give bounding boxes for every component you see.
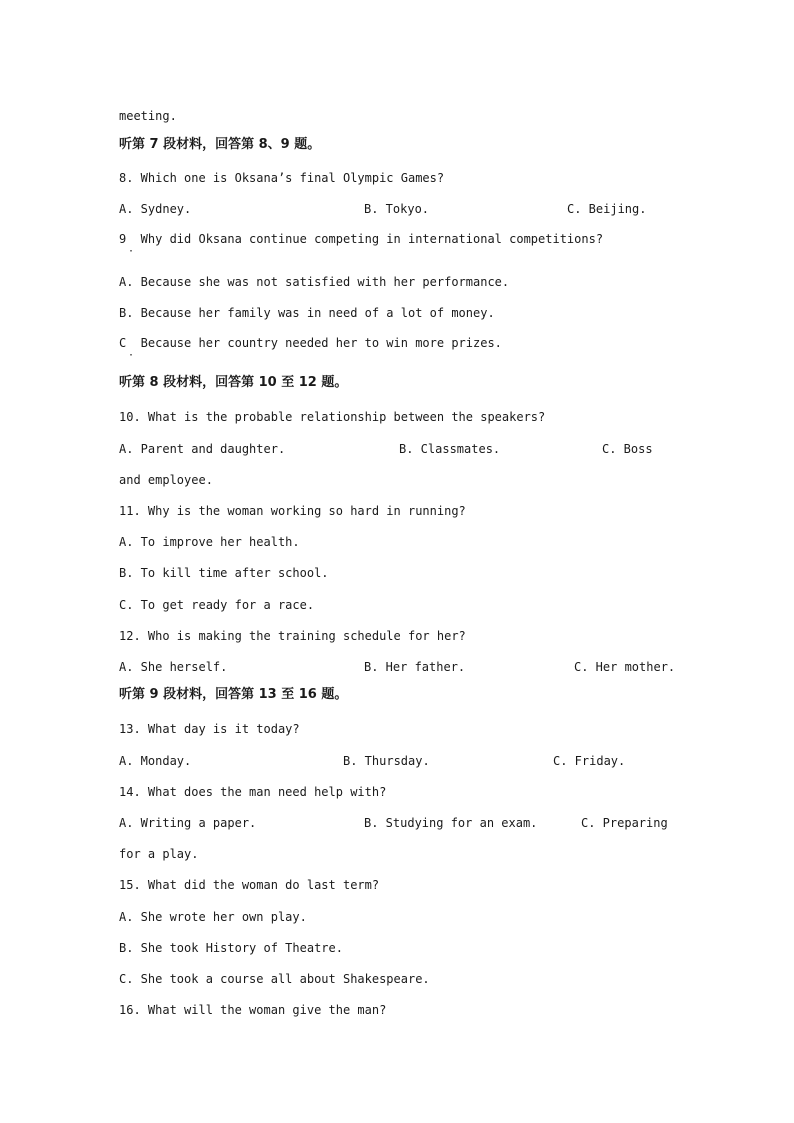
q15-option-a: A. She wrote her own play. <box>119 910 307 924</box>
question-8: 8. Which one is Oksana’s final Olympic Games? <box>119 171 445 185</box>
dot-mark: · <box>128 246 135 257</box>
question-14: 14. What does the man need help with? <box>119 785 387 799</box>
q9-option-b: B. Because her family was in need of a lot of money. <box>119 306 495 320</box>
text-line: meeting. <box>119 109 177 123</box>
q14-option-a: A. Writing a paper. <box>119 816 257 830</box>
q14-option-c: C. Preparing <box>581 816 668 830</box>
q8-option-b: B. Tokyo. <box>364 202 430 216</box>
q8-option-c: C. Beijing. <box>567 202 647 216</box>
q13-option-c: C. Friday. <box>553 754 626 768</box>
q8-option-a: A. Sydney. <box>119 202 192 216</box>
q13-option-b: B. Thursday. <box>343 754 430 768</box>
question-16: 16. What will the woman give the man? <box>119 1003 387 1017</box>
q12-option-b: B. Her father. <box>364 660 466 674</box>
q10-option-c: C. Boss <box>602 442 653 456</box>
q11-option-b: B. To kill time after school. <box>119 566 329 580</box>
q10-option-c-cont: and employee. <box>119 473 213 487</box>
section-heading: 听第 9 段材料，回答第 13 至 16 题。 <box>119 687 348 702</box>
q12-option-a: A. She herself. <box>119 660 228 674</box>
question-12: 12. Who is making the training schedule for her? <box>119 629 466 643</box>
q12-option-c: C. Her mother. <box>574 660 676 674</box>
q14-option-c-cont: for a play. <box>119 847 199 861</box>
q9-option-c: C Because her country needed her to win more prizes. <box>119 336 502 350</box>
question-11: 11. Why is the woman working so hard in running? <box>119 504 466 518</box>
section-heading: 听第 8 段材料，回答第 10 至 12 题。 <box>119 375 348 390</box>
q10-option-b: B. Classmates. <box>399 442 501 456</box>
question-10: 10. What is the probable relationship between the speakers? <box>119 410 546 424</box>
section-heading: 听第 7 段材料，回答第 8、9 题。 <box>119 137 321 152</box>
q9-option-a: A. Because she was not satisfied with her performance. <box>119 275 510 289</box>
q15-option-b: B. She took History of Theatre. <box>119 941 343 955</box>
question-9: 9 Why did Oksana continue competing in international competitions? <box>119 232 604 246</box>
question-15: 15. What did the woman do last term? <box>119 878 380 892</box>
q13-option-a: A. Monday. <box>119 754 192 768</box>
dot-mark: · <box>128 350 135 361</box>
q11-option-a: A. To improve her health. <box>119 535 300 549</box>
q11-option-c: C. To get ready for a race. <box>119 598 315 612</box>
q15-option-c: C. She took a course all about Shakespeare. <box>119 972 430 986</box>
q14-option-b: B. Studying for an exam. <box>364 816 538 830</box>
question-13: 13. What day is it today? <box>119 722 300 736</box>
q10-option-a: A. Parent and daughter. <box>119 442 286 456</box>
